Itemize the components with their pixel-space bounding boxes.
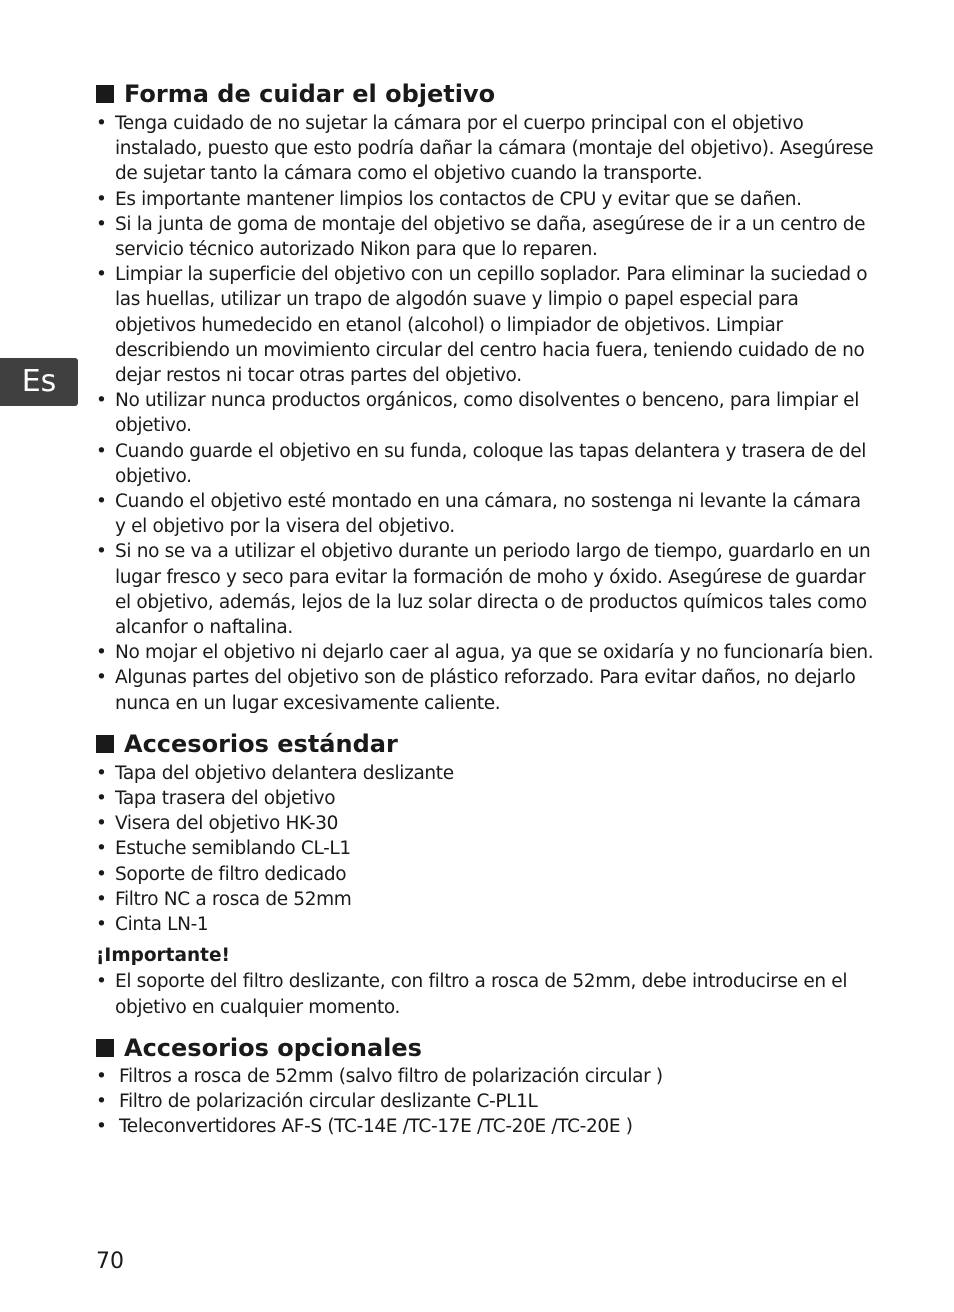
list-item: • Limpiar la superficie del objetivo con un cepillo soplador. Para eliminar la suciedad o las huellas, utilizar un trapo de algodón suave y limpio o papel especial para objetivos humedecido en etanol (alcohol) o limpiador de objetivos. Limpiar describiendo un movimiento circular del centro hacia fuera, teniendo cuidado de no dejar restos ni tocar otras partes del objetivo. bbox=[96, 262, 876, 388]
square-bullet-icon bbox=[96, 85, 114, 103]
section-optional-accessories bbox=[96, 1032, 876, 1140]
important-list bbox=[96, 969, 876, 1019]
list-item: • Si la junta de goma de montaje del objetivo se daña, asegúrese de ir a un centro de servicio técnico autorizado Nikon para que lo reparen. bbox=[96, 212, 876, 262]
list-item: • Es importante mantener limpios los contactos de CPU y evitar que se dañen. bbox=[96, 187, 876, 212]
language-tab: Es bbox=[0, 358, 78, 406]
list-item: • Tapa del objetivo delantera deslizante bbox=[96, 761, 876, 786]
list-item: • Tapa trasera del objetivo bbox=[96, 786, 876, 811]
list-item: • Soporte de filtro dedicado bbox=[96, 862, 876, 887]
section-title-standard: Accesorios estándar bbox=[124, 729, 398, 758]
list-item: • Cuando el objetivo esté montado en una cámara, no sostenga ni levante la cámara y el objetivo por la visera del objetivo. bbox=[96, 489, 876, 539]
list-item: • El soporte del filtro deslizante, con filtro a rosca de 52mm, debe introducirse en el objetivo en cualquier momento. bbox=[96, 969, 876, 1019]
list-item: • Visera del objetivo HK-30 bbox=[96, 811, 876, 836]
list-item: • Cuando guarde el objetivo en su funda, coloque las tapas delantera y trasera de del objetivo. bbox=[96, 439, 876, 489]
list-item: • Tenga cuidado de no sujetar la cámara por el cuerpo principal con el objetivo instalado, puesto que esto podría dañar la cámara (montaje del objetivo). Asegúrese de sujetar tanto la cámara como el objetivo cuando la transporte. bbox=[96, 111, 876, 187]
list-item: • No mojar el objetivo ni dejarlo caer al agua, ya que se oxidaría y no funcionaría bien. bbox=[96, 640, 876, 665]
section-standard-accessories bbox=[96, 728, 876, 1020]
list-item: • Estuche semiblando CL-L1 bbox=[96, 836, 876, 861]
list-item: • Filtro NC a rosca de 52mm bbox=[96, 887, 876, 912]
section-title-care: Forma de cuidar el objetivo bbox=[124, 80, 496, 108]
page-number: 70 bbox=[96, 1249, 124, 1274]
list-item: • Cinta LN-1 bbox=[96, 912, 876, 937]
page-content bbox=[96, 78, 876, 1139]
section-care bbox=[96, 78, 876, 716]
section-title-optional: Accesorios opcionales bbox=[124, 1033, 422, 1062]
section-heading-standard bbox=[96, 728, 876, 760]
important-heading: ¡Importante! bbox=[96, 945, 230, 967]
care-list bbox=[96, 111, 876, 716]
list-item: • Teleconvertidores AF-S (TC-14E /TC-17E /TC-20E /TC-20E ) bbox=[96, 1114, 876, 1139]
list-item: • Algunas partes del objetivo son de plástico reforzado. Para evitar daños, no dejarlo nunca en un lugar excesivamente caliente. bbox=[96, 665, 876, 715]
optional-accessories-list bbox=[96, 1064, 876, 1140]
list-item: • No utilizar nunca productos orgánicos, como disolventes o benceno, para limpiar el objetivo. bbox=[96, 388, 876, 438]
section-heading-care bbox=[96, 78, 876, 110]
square-bullet-icon bbox=[96, 735, 114, 753]
list-item: • Si no se va a utilizar el objetivo durante un periodo largo de tiempo, guardarlo en un lugar fresco y seco para evitar la formación de moho y óxido. Asegúrese de guardar el objetivo, además, lejos de la luz solar directa o de productos químicos tales como alcanfor o naftalina. bbox=[96, 539, 876, 640]
list-item: • Filtros a rosca de 52mm (salvo filtro de polarización circular ) bbox=[96, 1064, 876, 1089]
square-bullet-icon bbox=[96, 1039, 114, 1057]
standard-accessories-list bbox=[96, 761, 876, 937]
section-heading-optional bbox=[96, 1032, 876, 1064]
list-item: • Filtro de polarización circular deslizante C-PL1L bbox=[96, 1089, 876, 1114]
